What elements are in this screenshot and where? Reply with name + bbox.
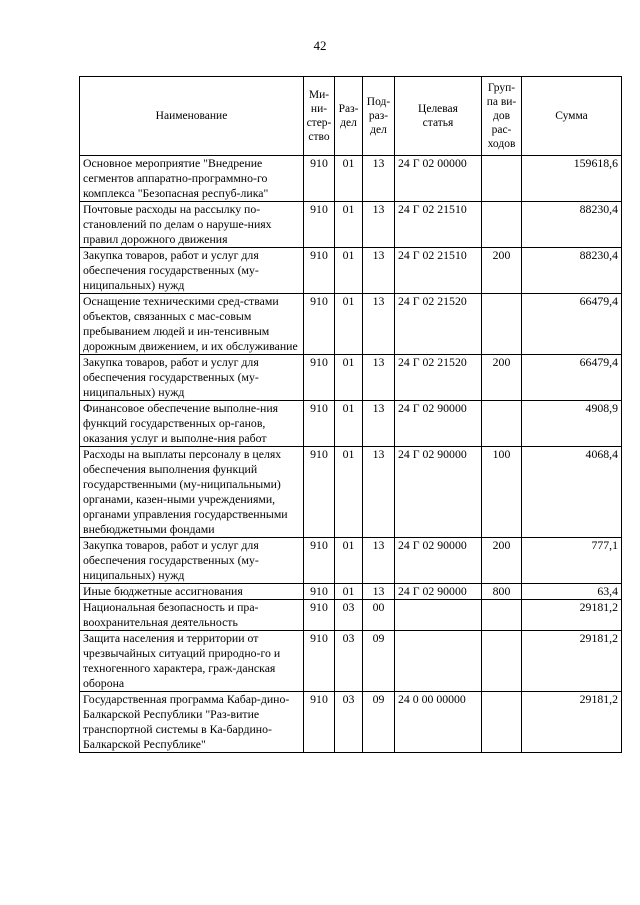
row-name-cell: Финансовое обеспечение выполне-ния функций государственных ор-ганов, оказания услуг и выполне-ния работ	[80, 401, 304, 447]
table-row	[80, 248, 622, 294]
row-ministry-cell: 910	[304, 692, 335, 753]
row-section-cell: 01	[335, 156, 363, 202]
page-number: 42	[313, 38, 327, 53]
row-name-cell: Оснащение техническими сред-ствами объектов, связанных с мас-совым пребыванием людей и ин-тенсивным дорожным движением, и их обслуживание	[80, 294, 304, 355]
row-article-cell	[395, 600, 482, 631]
row-group-cell: 200	[482, 538, 522, 584]
table-row	[80, 401, 622, 447]
row-name-cell: Расходы на выплаты персоналу в целях обеспечения выполнения функций государственными (му-ниципальными) органами, казен-ными учреждениями, органами управления государственными внебюджетными фондами	[80, 447, 304, 538]
header-subsection: Под- раз- дел	[363, 77, 395, 156]
table-row	[80, 600, 622, 631]
row-article-cell: 24 Г 02 90000	[395, 584, 482, 600]
row-sum-cell: 29181,2	[522, 631, 622, 692]
row-ministry-cell: 910	[304, 600, 335, 631]
header-section: Раз- дел	[335, 77, 363, 156]
row-section-cell: 03	[335, 692, 363, 753]
header-group: Груп- па ви- дов рас- ходов	[482, 77, 522, 156]
row-article-cell	[395, 631, 482, 692]
row-sum-cell: 88230,4	[522, 248, 622, 294]
row-ministry-cell: 910	[304, 538, 335, 584]
header-ministry: Ми- ни- стер- ство	[304, 77, 335, 156]
table-row	[80, 447, 622, 538]
table-row	[80, 692, 622, 753]
row-group-cell: 100	[482, 447, 522, 538]
row-group-cell	[482, 401, 522, 447]
row-section-cell: 01	[335, 248, 363, 294]
row-article-cell: 24 Г 02 90000	[395, 538, 482, 584]
row-section-cell: 01	[335, 294, 363, 355]
row-sum-cell: 777,1	[522, 538, 622, 584]
row-name-cell: Защита населения и территории от чрезвычайных ситуаций природно-го и техногенного характера, граж-данская оборона	[80, 631, 304, 692]
row-section-cell: 03	[335, 600, 363, 631]
row-ministry-cell: 910	[304, 401, 335, 447]
row-sum-cell: 4068,4	[522, 447, 622, 538]
row-sum-cell: 29181,2	[522, 600, 622, 631]
row-sum-cell: 66479,4	[522, 294, 622, 355]
row-article-cell: 24 Г 02 21510	[395, 248, 482, 294]
table-row	[80, 202, 622, 248]
row-name-cell: Почтовые расходы на рассылку по-становлений по делам о наруше-ниях правил дорожного движения	[80, 202, 304, 248]
row-ministry-cell: 910	[304, 447, 335, 538]
row-subsection-cell: 13	[363, 401, 395, 447]
table-body	[80, 156, 622, 753]
row-name-cell: Закупка товаров, работ и услуг для обеспечения государственных (му-ниципальных) нужд	[80, 248, 304, 294]
row-group-cell: 200	[482, 355, 522, 401]
row-group-cell	[482, 202, 522, 248]
header-article: Целевая статья	[395, 77, 482, 156]
row-group-cell	[482, 294, 522, 355]
row-name-cell: Национальная безопасность и пра-воохранительная деятельность	[80, 600, 304, 631]
row-ministry-cell: 910	[304, 156, 335, 202]
table-row	[80, 538, 622, 584]
row-article-cell: 24 Г 02 00000	[395, 156, 482, 202]
row-article-cell: 24 Г 02 21510	[395, 202, 482, 248]
row-section-cell: 01	[335, 538, 363, 584]
row-section-cell: 01	[335, 355, 363, 401]
row-article-cell: 24 0 00 00000	[395, 692, 482, 753]
row-group-cell: 200	[482, 248, 522, 294]
row-section-cell: 01	[335, 202, 363, 248]
row-section-cell: 01	[335, 401, 363, 447]
row-subsection-cell: 13	[363, 294, 395, 355]
row-subsection-cell: 13	[363, 447, 395, 538]
row-ministry-cell: 910	[304, 294, 335, 355]
table-row	[80, 294, 622, 355]
row-subsection-cell: 13	[363, 538, 395, 584]
header-sum: Сумма	[522, 77, 622, 156]
row-article-cell: 24 Г 02 21520	[395, 294, 482, 355]
row-sum-cell: 4908,9	[522, 401, 622, 447]
table-header-row	[80, 77, 622, 156]
row-subsection-cell: 13	[363, 355, 395, 401]
budget-table	[79, 76, 622, 753]
row-name-cell: Основное мероприятие "Внедрение сегментов аппаратно-программно-го комплекса "Безопасная респуб-лика"	[80, 156, 304, 202]
row-group-cell	[482, 631, 522, 692]
row-name-cell: Государственная программа Кабар-дино-Балкарской Республики "Раз-витие транспортной системы в Ка-бардино-Балкарской Республике"	[80, 692, 304, 753]
row-ministry-cell: 910	[304, 248, 335, 294]
row-ministry-cell: 910	[304, 584, 335, 600]
row-article-cell: 24 Г 02 90000	[395, 447, 482, 538]
row-section-cell: 01	[335, 584, 363, 600]
row-subsection-cell: 13	[363, 202, 395, 248]
row-group-cell	[482, 156, 522, 202]
row-subsection-cell: 13	[363, 156, 395, 202]
row-group-cell	[482, 600, 522, 631]
row-name-cell: Закупка товаров, работ и услуг для обеспечения государственных (му-ниципальных) нужд	[80, 538, 304, 584]
row-sum-cell: 88230,4	[522, 202, 622, 248]
header-name: Наименование	[80, 77, 304, 156]
row-group-cell	[482, 692, 522, 753]
row-section-cell: 01	[335, 447, 363, 538]
row-name-cell: Иные бюджетные ассигнования	[80, 584, 304, 600]
row-subsection-cell: 00	[363, 600, 395, 631]
row-sum-cell: 29181,2	[522, 692, 622, 753]
row-article-cell: 24 Г 02 90000	[395, 401, 482, 447]
row-article-cell: 24 Г 02 21520	[395, 355, 482, 401]
row-subsection-cell: 13	[363, 584, 395, 600]
row-ministry-cell: 910	[304, 631, 335, 692]
row-subsection-cell: 13	[363, 248, 395, 294]
table-row	[80, 355, 622, 401]
row-group-cell: 800	[482, 584, 522, 600]
row-section-cell: 03	[335, 631, 363, 692]
row-name-cell: Закупка товаров, работ и услуг для обеспечения государственных (му-ниципальных) нужд	[80, 355, 304, 401]
row-subsection-cell: 09	[363, 692, 395, 753]
row-ministry-cell: 910	[304, 355, 335, 401]
table-row	[80, 156, 622, 202]
table-row	[80, 631, 622, 692]
row-ministry-cell: 910	[304, 202, 335, 248]
row-sum-cell: 66479,4	[522, 355, 622, 401]
row-sum-cell: 159618,6	[522, 156, 622, 202]
row-sum-cell: 63,4	[522, 584, 622, 600]
table-row	[80, 584, 622, 600]
row-subsection-cell: 09	[363, 631, 395, 692]
